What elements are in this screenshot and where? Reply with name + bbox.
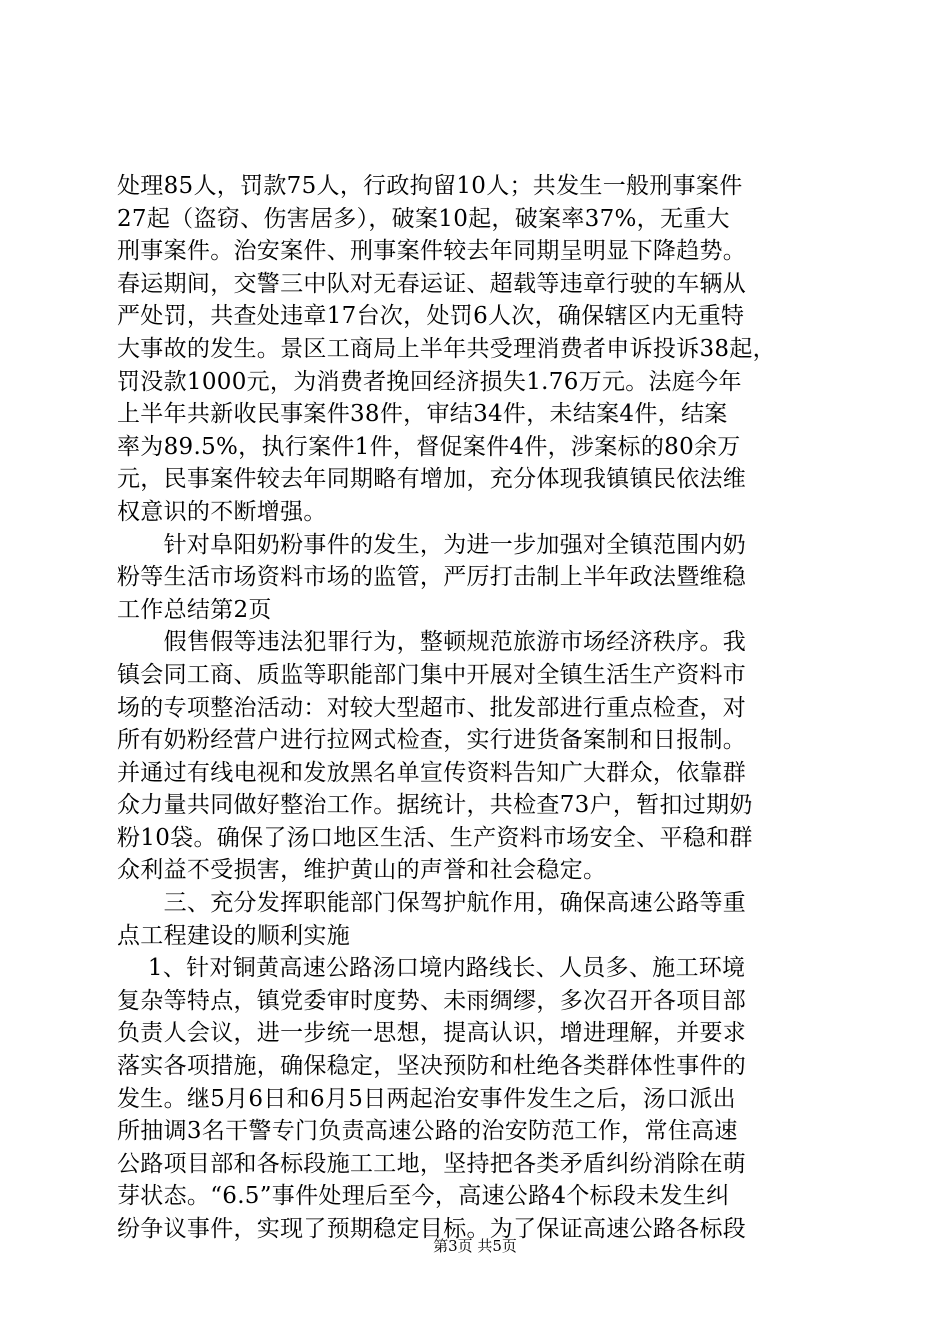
text-line: 工作总结第2页 [117,596,272,623]
text-line: 针对阜阳奶粉事件的发生，为进一步加强对全镇范围内奶 [117,531,747,558]
text-line: 公路项目部和各标段施工工地，坚持把各类矛盾纠纷消除在萌 [117,1150,747,1177]
text-line: 1、针对铜黄高速公路汤口境内路线长、人员多、施工环境 [117,955,746,982]
text-line: 元，民事案件较去年同期略有增加，充分体现我镇镇民依法维 [117,466,747,493]
text-line: 纷争议事件，实现了预期稳定目标。为了保证高速公路各标段 [117,1216,747,1242]
text-line: 复杂等特点，镇党委审时度势、未雨绸缪，多次召开各项目部 [117,987,747,1014]
text-line: 率为89.5%，执行案件1件，督促案件4件，涉案标的80余万 [117,433,741,460]
text-line: 春运期间，交警三中队对无春运证、超载等违章行驶的车辆从 [117,270,747,297]
text-line: 粉10袋。确保了汤口地区生活、生产资料市场安全、平稳和群 [117,824,753,851]
text-line: 场的专项整治活动：对较大型超市、批发部进行重点检查，对 [117,694,747,721]
page-footer: 第3页 共5页 [433,1237,517,1255]
text-line: 上半年共新收民事案件38件，审结34件，未结案4件，结案 [117,401,728,428]
text-line: 落实各项措施，确保稳定，坚决预防和杜绝各类群体性事件的 [117,1053,747,1080]
text-line: 点工程建设的顺利实施 [117,922,350,949]
text-line: 三、充分发挥职能部门保驾护航作用，确保高速公路等重 [117,890,747,917]
text-line: 所抽调3名干警专门负责高速公路的治安防范工作，常住高速 [117,1118,738,1145]
body-text [117,170,837,1246]
text-line: 处理85人，罚款75人，行政拘留10人；共发生一般刑事案件 [117,173,743,199]
text-line: 镇会同工商、质监等职能部门集中开展对全镇生活生产资料市 [117,661,747,688]
text-line: 众力量共同做好整治工作。据统计，共检查73户，暂扣过期奶 [117,792,753,819]
text-line: 权意识的不断增强。 [117,498,327,525]
text-line: 刑事案件。治安案件、刑事案件较去年同期呈明显下降趋势。 [117,238,747,265]
text-line: 芽状态。“6.5”事件处理后至今，高速公路4个标段未发生纠 [117,1183,730,1210]
text-line: 发生。继5月6日和6月5日两起治安事件发生之后，汤口派出 [117,1085,736,1112]
text-line: 假售假等违法犯罪行为，整顿规范旅游市场经济秩序。我 [117,629,747,656]
text-line: 大事故的发生。景区工商局上半年共受理消费者申诉投诉38起， [117,335,776,362]
text-line: 并通过有线电视和发放黑名单宣传资料告知广大群众，依靠群 [117,759,747,786]
text-line: 众利益不受损害，维护黄山的声誉和社会稳定。 [117,857,607,884]
text-line: 27起（盗窃、伤害居多），破案10起，破案率37%，无重大 [117,205,730,232]
text-line: 罚没款1000元，为消费者挽回经济损失1.76万元。法庭今年 [117,368,742,395]
text-line: 粉等生活市场资料市场的监管，严厉打击制上半年政法暨维稳 [117,564,747,591]
text-line: 所有奶粉经营户进行拉网式检查，实行进货备案制和日报制。 [117,727,747,754]
text-line: 严处罚，共查处违章17台次，处罚6人次，确保辖区内无重特 [117,303,745,330]
text-line: 负责人会议，进一步统一思想，提高认识，增进理解，并要求 [117,1020,747,1047]
